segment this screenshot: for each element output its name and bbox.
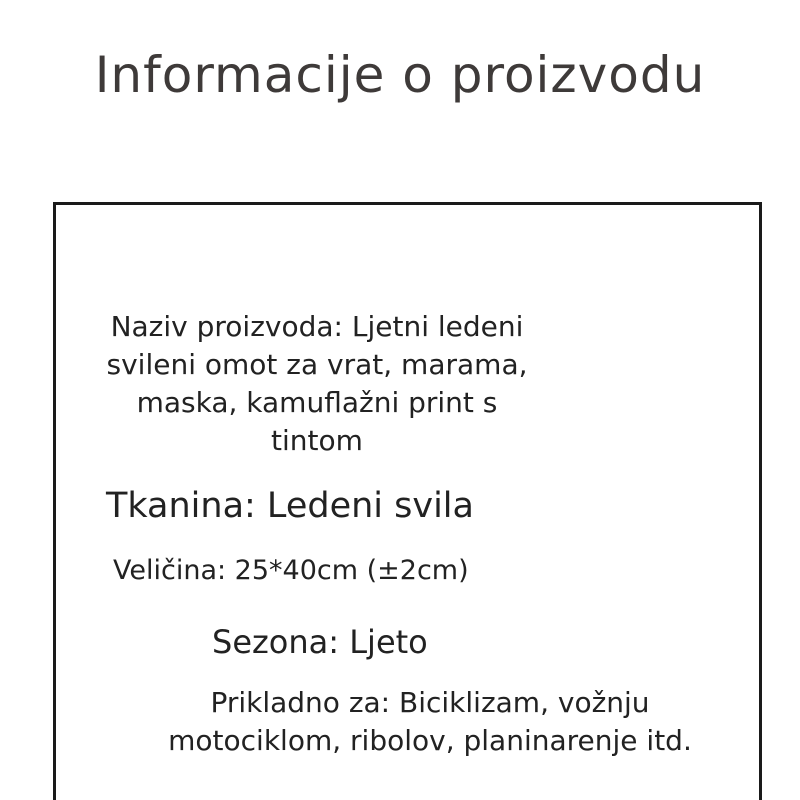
page-title: Informacije o proizvodu: [94, 46, 706, 104]
fabric-text: Tkanina: Ledeni svila: [106, 486, 474, 526]
product-name-text: Naziv proizvoda: Ljetni ledeni svileni omot za vrat, marama, maska, kamuflažni print s tintom: [106, 310, 528, 457]
size-text: Veličina: 25*40cm (±2cm): [113, 555, 469, 586]
suitable-for-text: Prikladno za: Biciklizam, vožnju motociklom, ribolov, planinarenje itd.: [168, 686, 692, 757]
season-text: Sezona: Ljeto: [212, 623, 428, 661]
